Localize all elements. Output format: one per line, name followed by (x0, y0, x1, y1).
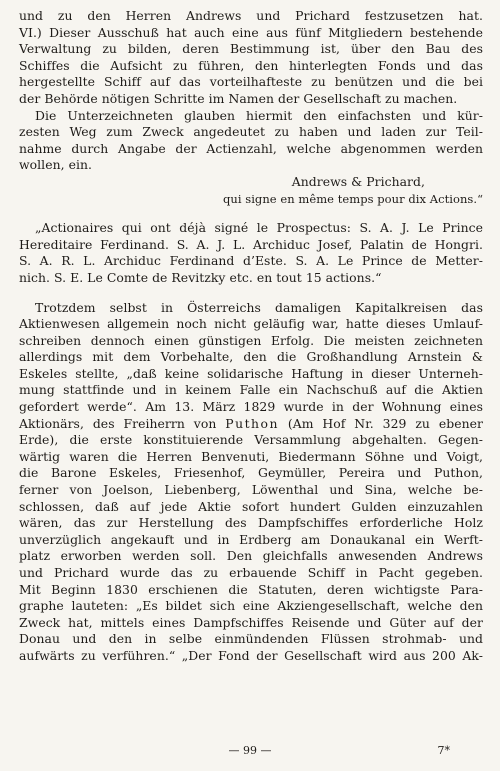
paragraph-gap (19, 287, 483, 300)
text-line: wärtig waren die Herren Benvenuti, Biedermann Söhne und Voigt, (19, 448, 483, 464)
text-line: Die Unterzeichneten glauben hiermit den einfachsten und kür- (35, 107, 483, 123)
text-line: nahme durch Angabe der Actienzahl, welche abgenommen werden (19, 140, 483, 156)
text-line: allerdings mit dem Vorbehalte, den die Großhandlung Arnstein & (19, 349, 483, 365)
text-line (19, 416, 483, 433)
page-number: — 99 — (228, 744, 272, 757)
text-line: platz erworben werden soll. Den gleichfalls anwesenden Andrews (19, 548, 483, 564)
text-line: nich. S. E. Le Comte de Revitzky etc. en tout 15 actions.“ (19, 269, 382, 285)
text-line: schreiben dennoch einen günstigen Erfolg. Die meisten zeichneten (19, 332, 483, 348)
page-footer (0, 744, 500, 764)
text-line: VI.) Dieser Ausschuß hat auch eine aus fünf Mitgliedern bestehende (19, 24, 483, 40)
text-line: Mit Beginn 1830 erschienen die Statuten, deren wichtigste Para- (19, 581, 483, 597)
text-line: unverzüglich angekauft und in Erdberg am Donaukanal ein Werft- (19, 531, 483, 547)
text-line: der Behörde nötigen Schritte im Namen der Gesellschaft zu machen. (19, 90, 458, 106)
text-line: Trotzdem selbst in Österreichs damaligen Kapitalkreisen das (35, 299, 483, 315)
text-line: gefordert werde“. Am 13. März 1829 wurde in der Wohnung eines (19, 399, 483, 415)
body-text (19, 8, 483, 665)
text-line: Verwaltung zu bilden, deren Bestimmung ist, über den Bau des (19, 41, 483, 57)
text-line: schlossen, daß auf jede Aktie sofort hundert Gulden einzuzahlen (19, 498, 483, 514)
text-segment: Aktionärs, des Freiherrn von (19, 415, 217, 431)
signatory-note: qui signe en même temps pour dix Actions.“ (222, 191, 483, 206)
text-line: die Barone Eskeles, Friesenhof, Geymüller, Pereira und Puthon, (19, 465, 483, 481)
spaced-name: Puthon (225, 415, 279, 431)
text-line: Aktienwesen allgemein noch nicht geläufig war, hatte dieses Umlauf- (19, 316, 483, 332)
signatory-name: Andrews & Prichard, (291, 173, 425, 189)
text-line: graphe lauteten: „Es bildet sich eine Akziengesellschaft, welche den (19, 598, 483, 614)
text-line: „Actionaires qui ont déjà signé le Prospectus: S. A. J. Le Prince (35, 220, 483, 236)
text-line: S. A. R. L. Archiduc Ferdinand d’Este. S. A. Le Prince de Metter- (19, 253, 483, 269)
text-line: Schiffes die Aufsicht zu führen, den hinterlegten Fonds und das (19, 57, 483, 73)
text-line: aufwärts zu verführen.“ „Der Fond der Gesellschaft wird aus 200 Ak- (19, 647, 483, 663)
text-line: mung stattfinde und in keinem Falle ein Nachschuß auf die Aktien (19, 382, 483, 398)
text-line: Hereditaire Ferdinand. S. A. J. L. Archiduc Josef, Palatin de Hongri. (19, 236, 483, 252)
text-line: Erde), die erste konstituierende Versammlung abgehalten. Gegen- (19, 432, 483, 448)
text-line: und zu den Herren Andrews und Prichard festzusetzen hat. (19, 8, 483, 23)
text-line: wollen, ein. (19, 157, 92, 173)
text-line: Donau und den in selbe einmündenden Flüssen strohmab- und (19, 631, 483, 647)
text-line: ferner von Joelson, Liebenberg, Löwenthal und Sina, welche be- (19, 482, 483, 498)
text-line: Zweck hat, mittels eines Dampfschiffes Reisende und Güter auf der (19, 614, 483, 630)
text-line: wären, das zur Herstellung des Dampfschiffes erforderliche Holz (19, 515, 483, 531)
text-line: zesten Weg zum Zweck angedeutet zu haben und laden zur Teil- (19, 124, 483, 140)
sheet-signature: 7* (437, 744, 450, 757)
text-line: Eskeles stellte, „daß keine solidarische Haftung in dieser Unterneh- (19, 365, 483, 381)
paragraph-gap (19, 207, 483, 220)
text-line: hergestellte Schiff auf das vorteilhafteste zu benützen und die bei (19, 74, 483, 90)
text-segment: (Am Hof Nr. 329 zu ebener (287, 415, 483, 431)
text-line: und Prichard wurde das zu erbauende Schiff in Pacht gegeben. (19, 565, 483, 580)
